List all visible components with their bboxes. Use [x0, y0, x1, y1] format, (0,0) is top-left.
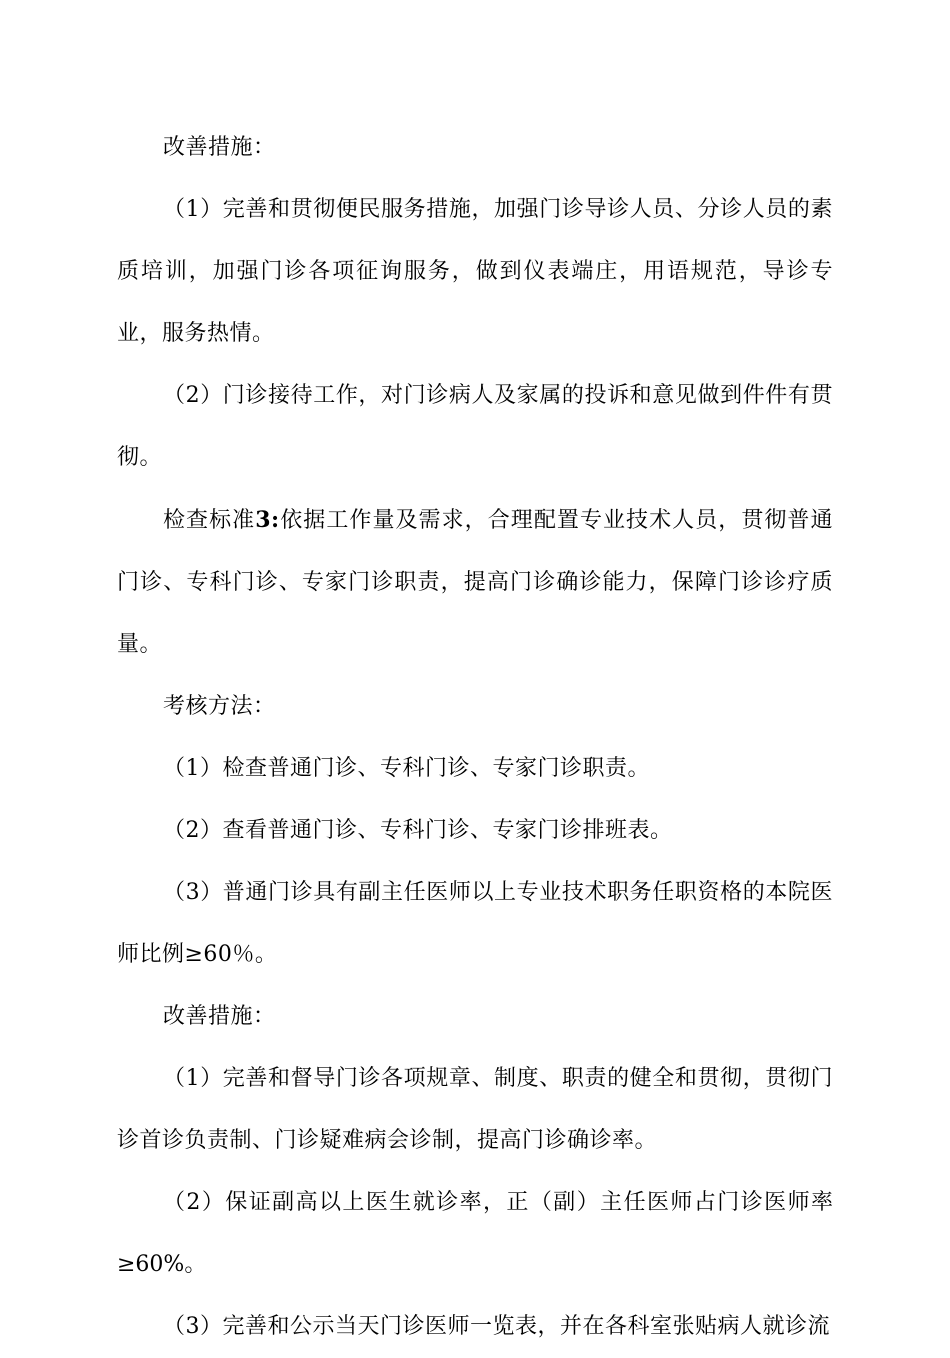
paragraph: （2）门诊接待工作，对门诊病人及家属的投诉和意见做到件件有贯彻。 — [117, 383, 833, 470]
inspection-standard-paragraph — [117, 489, 833, 676]
paragraph: （3）完善和公示当天门诊医师一览表，并在各科室张贴病人就诊流 — [163, 1314, 830, 1339]
standard-number: 3: — [255, 507, 280, 533]
section-heading: 考核方法： — [163, 694, 276, 719]
paragraph: （1）完善和督导门诊各项规章、制度、职责的健全和贯彻，贯彻门诊首诊负责制、门诊疑难病会诊制，提高门诊确诊率。 — [117, 1066, 833, 1153]
document-page — [117, 117, 833, 1358]
standard-text: 依据工作量及需求，合理配置专业技术人员，贯彻普通门诊、专科门诊、专家门诊职责，提高门诊确诊能力，保障门诊诊疗质量。 — [117, 508, 833, 657]
section-heading: 改善措施： — [163, 135, 276, 160]
paragraph: （1）完善和贯彻便民服务措施，加强门诊导诊人员、分诊人员的素质培训，加强门诊各项征询服务，做到仪表端庄，用语规范，导诊专业，服务热情。 — [117, 197, 833, 346]
paragraph: （1）检查普通门诊、专科门诊、专家门诊职责。 — [163, 756, 650, 781]
section-heading: 改善措施： — [163, 1004, 276, 1029]
paragraph: （2）查看普通门诊、专科门诊、专家门诊排班表。 — [163, 818, 673, 843]
paragraph: （3）普通门诊具有副主任医师以上专业技术职务任职资格的本院医师比例≥60％。 — [117, 880, 833, 967]
standard-label: 检查标准 — [163, 508, 256, 533]
paragraph: （2）保证副高以上医生就诊率，正（副）主任医师占门诊医师率≥60%。 — [117, 1190, 833, 1277]
